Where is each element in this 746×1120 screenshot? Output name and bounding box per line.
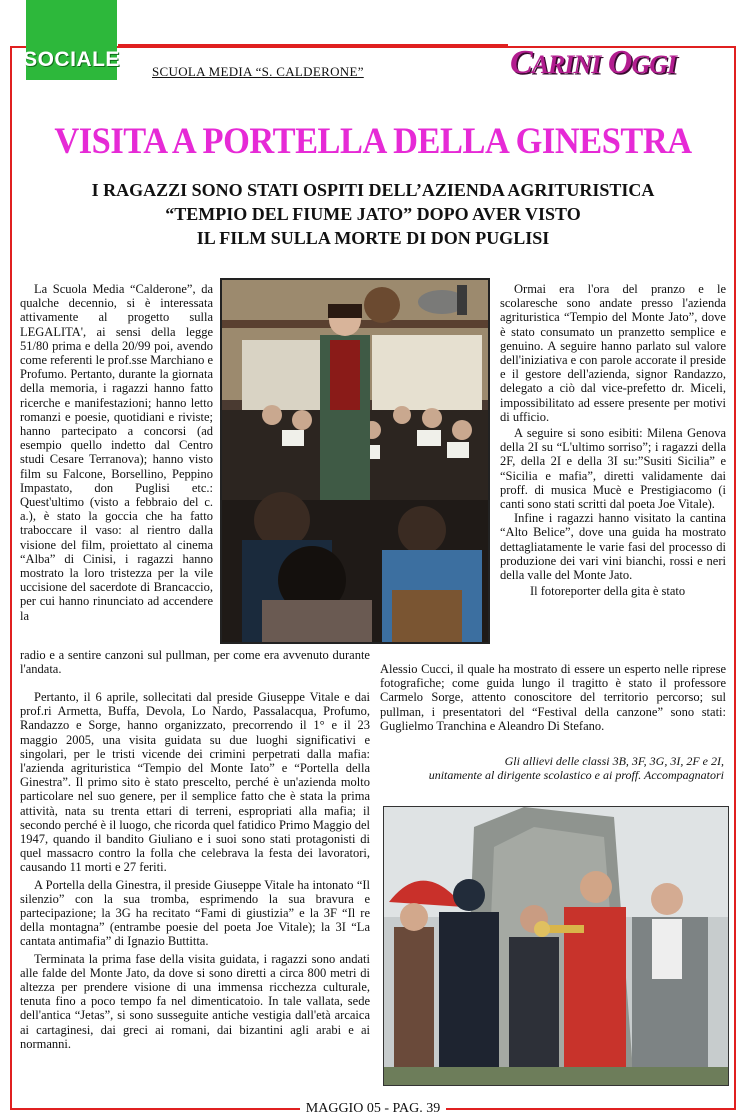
article-title: VISITA A PORTELLA DELLA GINESTRA (54, 121, 692, 162)
paragraph: A Portella della Ginestra, il preside Giuseppe Vitale ha intonato “Il silenzio” con la sua tromba, esprimendo la sua bravura e partecipazione; la 3G ha recitato “Fami di giustizia” e la 3F “Il re della montagna” (entrambe poesie del poeta Joe Vitale); la 3I “La cantata antimafia” di Ignazio Buttitta. (20, 877, 370, 949)
paragraph: La Scuola Media “Calderone”, da qualche decennio, si è interessata attivamente al progetto sulla LEGALITA', ai sensi della legge 51/80 prima e della 20/99 poi, avendo come referenti le prof.sse Marchiano e Profumo. Pertanto, durante la giornata della memoria, i ragazzi hanno fatto ricerche e manifestazioni; hanno letto romanzi e poesie, quotidiani e riviste; hanno partecipato a concorsi (ad esempio quello indetto dal Centro studi Cesare Terranova); hanno visto film su Falcone, Borsellino, Peppino Impastato, don Puglisi etc.: Quest'ultimo (visto a febbraio del c. a.), è stato la goccia che ha fatto traboccare il vaso: al rientro dalla visione del film, proiettato al cinema “Alba” di Cinisi, i ragazzi hanno mostrato la loro tristezza per la vile uccisione del sacerdote di Brancaccio, per cui hanno rinunciato ad accendere la (20, 282, 213, 623)
section-label: SOCIALE (23, 48, 120, 71)
right-column (500, 282, 726, 598)
issue-info: MAGGIO 05 - PAG. 39 (300, 1101, 446, 1116)
article-subtitle (30, 178, 716, 250)
photo-students-reading (220, 278, 490, 644)
subtitle-line: I RAGAZZI SONO STATI OSPITI DELL’AZIENDA AGRITURISTICA (91, 180, 655, 200)
right-column-wide (380, 662, 726, 733)
paragraph: Il fotoreporter della gita è stato (530, 584, 686, 599)
paragraph: Alessio Cucci, il quale ha mostrato di essere un esperto nelle riprese fotografiche; come guida lungo il tragitto è stato il professore Carmelo Sorge, attento conoscitore del territorio percorso; sul pullman, i presentatori del “Festival della canzone” sono stati: Guglielmo Tranchina e Aleandro Di Stefano. (380, 662, 726, 733)
photo-portella-group (383, 806, 729, 1086)
paragraph: radio e a sentire canzoni sul pullman, per come era avvenuto durante l'andata. (20, 648, 370, 677)
subtitle-line: “TEMPIO DEL FIUME JATO” DOPO AVER VISTO (165, 204, 581, 224)
paragraph: Infine i ragazzi hanno visitato la cantina “Alto Belice”, dove una guida ha mostrato dettagliatamente le varie fasi del processo di produzione dei vari vini bianchi, rossi e neri della valle del Monte Jato. (500, 511, 726, 583)
top-rule (118, 44, 508, 47)
paragraph: Pertanto, il 6 aprile, sollecitati dal preside Giuseppe Vitale e dai prof.ri Armetta, Buffa, Devola, Lo Nardo, Passalacqua, Profumo, Randazzo e Sorge, hanno organizzato, precorrendo il 1° e il 23 maggio 2005, una visita guidata su due luoghi significativi e singolari, per le tristi vicende dei crimini perpetrati dalla mafia: l'azienda agrituristica “Tempio del Monte Iato” e “Portella della Ginestra”. Il primo sito è stato prescelto, perché è un'azienda molto particolare nel suo genere, per il semplice fatto che è stata la prima attività, nata su trenta ettari di terreni, espropriati alla mafia; il secondo perché è il luogo, che ricorda quel fatidico Primo Maggio del 1947, quando il bandito Giuliano e i suoi sono stati protagonisti di quel massacro contro la folla che celebrava la festa dei lavoratori, causando 11 morti e 27 feriti. (20, 690, 370, 875)
school-name: SCUOLA MEDIA “S. CALDERONE” (152, 64, 364, 79)
newspaper-logo: CARINI OGGI (510, 44, 677, 81)
section-tag (23, 0, 120, 80)
left-column-body (20, 690, 370, 1051)
subtitle-line: IL FILM SULLA MORTE DI DON PUGLISI (196, 228, 550, 248)
photo-students-reading-image (222, 280, 488, 642)
page-footer (0, 1101, 746, 1117)
paragraph: Terminata la prima fase della visita guidata, i ragazzi sono andati alle falde del Monte Jato, da dove si sono diretti a circa 800 metri di altezza per prendere visione di una immensa ricchezza culturale, tenuta fino a poco tempo fa nel dimenticatoio. In tale vallata, sede dell'antica “Jetas”, si sono susseguite antiche vestigia dall'età arcaica ai cartaginesi, dai greci ai romani, dai bizantini agli arabi e ai normanni. (20, 951, 370, 1051)
left-column-top (20, 282, 213, 623)
left-column-wide (20, 648, 370, 676)
photo-caption: Gli allievi delle classi 3B, 3F, 3G, 3I, 2F e 2I, unitamente al dirigente scolastico e ai proff. Accompagnatori (428, 754, 724, 782)
paragraph: Ormai era l'ora del pranzo e le scolaresche sono andate presso l'azienda agrituristica “Tempio del Monte Jato”, dove è stato consumato un pranzetto semplice e genuino. A seguire hanno parlato sul valore dell'iniziativa e con parole accorate il preside e il gestore dell'azienda, signor Randazzo, delegato a ciò dal vice-prefetto dr. Miceli, impossibilitato ad essere presente per motivi di ufficio. (500, 282, 726, 424)
paragraph: A seguire si sono esibiti: Milena Genova della 2I su “L'ultimo sorriso”; i ragazzi della 2F, della 2I e della 3I su:”Susiti Sicilia” e “Sicilia e mafia”, diretti validamente dai proff. di musica Mucè e Prestigiacomo (i canti sono stati scritti dal poeta Joe Vitale). (500, 426, 726, 512)
photo-portella-group-image (384, 807, 728, 1085)
